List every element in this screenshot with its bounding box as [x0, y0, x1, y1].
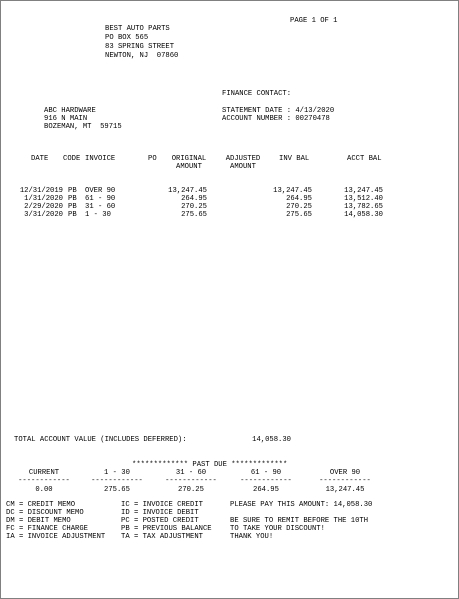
col-acct-bal: ACCT BAL: [347, 155, 382, 163]
statement-date: STATEMENT DATE : 4/13/2020: [222, 107, 335, 115]
legend-item: DM = DEBIT MEMO: [6, 517, 71, 525]
aging-header-current: CURRENT: [28, 469, 60, 477]
pay-amount: PLEASE PAY THIS AMOUNT: 14,058.30: [230, 501, 373, 509]
discount-note: TO TAKE YOUR DISCOUNT!: [230, 525, 325, 533]
finance-contact: FINANCE CONTACT:: [222, 90, 292, 98]
aging-header-1-30: 1 - 30: [104, 469, 130, 477]
customer-name: ABC HARDWARE: [44, 107, 96, 115]
aging-header-31-60: 31 - 60: [175, 469, 207, 477]
col-inv-bal: INV BAL: [279, 155, 310, 163]
aging-header-over-90: OVER 90: [329, 469, 361, 477]
account-number: ACCOUNT NUMBER : 00270478: [222, 115, 330, 123]
customer-address1: 916 N MAIN: [44, 115, 88, 123]
row-inv-bal: 275.65: [286, 211, 312, 219]
col-date: DATE: [31, 155, 49, 163]
aging-dashes: ------------: [165, 477, 217, 485]
company-name: BEST AUTO PARTS: [105, 25, 170, 33]
aging-value-over-90: 13,247.45: [325, 486, 365, 494]
legend-item: DC = DISCOUNT MEMO: [6, 509, 84, 517]
row-acct-bal: 13,512.40: [344, 195, 383, 203]
row-code: PB: [68, 203, 77, 211]
row-date: 3/31/2020: [24, 211, 63, 219]
legend-item: PC = POSTED CREDIT: [121, 517, 199, 525]
row-inv-bal: 270.25: [286, 203, 312, 211]
col-code: CODE: [63, 155, 81, 163]
col-original: ORIGINAL: [171, 155, 207, 163]
aging-header-61-90: 61 - 90: [250, 469, 282, 477]
col-original-2: AMOUNT: [176, 163, 202, 171]
row-original: 13,247.45: [168, 187, 207, 195]
customer-city: BOZEMAN, MT 59715: [44, 123, 122, 131]
row-code: PB: [68, 211, 77, 219]
aging-dashes: ------------: [319, 477, 371, 485]
row-acct-bal: 13,247.45: [344, 187, 383, 195]
legend-item: CM = CREDIT MEMO: [6, 501, 76, 509]
company-address2: 83 SPRING STREET: [105, 43, 175, 51]
row-inv-bal: 13,247.45: [273, 187, 312, 195]
past-due-label: ************* PAST DUE *************: [132, 461, 288, 469]
row-invoice: 61 - 90: [85, 195, 116, 203]
row-original: 275.65: [181, 211, 207, 219]
aging-dashes: ------------: [18, 477, 70, 485]
page-number: PAGE 1 OF 1: [290, 17, 338, 25]
row-invoice: 31 - 60: [85, 203, 116, 211]
total-value: 14,058.30: [252, 436, 291, 444]
legend-item: IA = INVOICE ADJUSTMENT: [6, 533, 106, 541]
aging-value-61-90: 264.95: [253, 486, 279, 494]
col-adjusted-2: AMOUNT: [230, 163, 256, 171]
row-acct-bal: 13,782.65: [344, 203, 383, 211]
thank-you: THANK YOU!: [230, 533, 274, 541]
row-inv-bal: 264.95: [286, 195, 312, 203]
row-acct-bal: 14,058.30: [344, 211, 383, 219]
aging-dashes: ------------: [91, 477, 143, 485]
col-adjusted: ADJUSTED: [225, 155, 261, 163]
aging-dashes: ------------: [240, 477, 292, 485]
col-po: PO: [148, 155, 157, 163]
row-original: 264.95: [181, 195, 207, 203]
row-date: 2/29/2020: [24, 203, 63, 211]
row-date: 1/31/2020: [24, 195, 63, 203]
row-invoice: OVER 90: [85, 187, 116, 195]
row-code: PB: [68, 195, 77, 203]
company-city: NEWTON, NJ 07860: [105, 52, 179, 60]
row-original: 270.25: [181, 203, 207, 211]
legend-item: ID = INVOICE DEBIT: [121, 509, 199, 517]
legend-item: TA = TAX ADJUSTMENT: [121, 533, 203, 541]
row-code: PB: [68, 187, 77, 195]
legend-item: IC = INVOICE CREDIT: [121, 501, 203, 509]
row-date: 12/31/2019: [19, 187, 63, 195]
legend-item: PB = PREVIOUS BALANCE: [121, 525, 212, 533]
legend-item: FC = FINANCE CHARGE: [6, 525, 88, 533]
aging-value-31-60: 270.25: [178, 486, 204, 494]
total-label: TOTAL ACCOUNT VALUE (INCLUDES DEFERRED):: [14, 436, 187, 444]
remit-note: BE SURE TO REMIT BEFORE THE 10TH: [230, 517, 369, 525]
aging-value-1-30: 275.65: [104, 486, 130, 494]
company-address1: PO BOX 565: [105, 34, 149, 42]
row-invoice: 1 - 30: [85, 211, 111, 219]
col-invoice: INVOICE: [85, 155, 116, 163]
aging-value-current: 0.00: [35, 486, 53, 494]
